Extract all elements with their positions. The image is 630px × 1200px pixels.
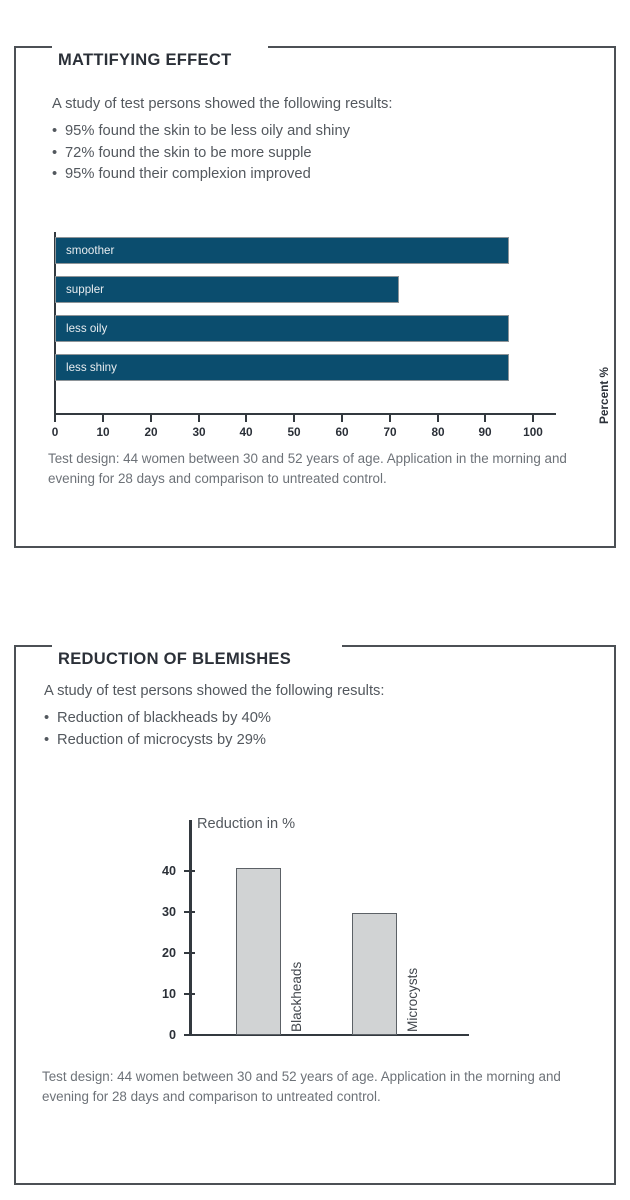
chart-mattifying-effect <box>40 232 611 439</box>
panel-footnote: Test design: 44 women between 30 and 52 years of age. Application in the morning and evening for 28 days and comparison to untreated control. <box>48 451 567 486</box>
chart1-x-tick <box>389 413 391 422</box>
chart1-x-tick <box>102 413 104 422</box>
chart2-column-label: Microcysts <box>405 967 420 1032</box>
chart2-y-axis <box>189 820 192 1036</box>
list-item <box>52 143 350 165</box>
chart1-bar-row <box>55 315 557 342</box>
page-title: REDUCTION OF BLEMISHES <box>58 649 292 668</box>
chart2-axis-title: Reduction in % <box>197 816 296 832</box>
panel-reduction-of-blemishes <box>14 645 616 1185</box>
panel-bullet-list <box>44 708 271 751</box>
chart1-x-tick <box>532 413 534 422</box>
chart1-bar-label: smoother <box>66 244 115 257</box>
chart2-y-tick <box>184 911 195 913</box>
list-item <box>44 708 271 730</box>
bullet-dot-icon: • <box>44 710 50 726</box>
chart2-y-tick <box>184 1034 195 1036</box>
page-title: MATTIFYING EFFECT <box>58 50 232 69</box>
chart1-x-tick-label: 80 <box>431 425 445 439</box>
chart1-x-tick <box>484 413 486 422</box>
chart1-bar-label: less oily <box>66 322 108 335</box>
list-item-label: Reduction of blackheads by 40% <box>57 710 271 726</box>
chart2-y-tick <box>184 870 195 872</box>
chart2-column-label: Blackheads <box>289 961 304 1032</box>
chart1-x-tick-label: 60 <box>335 425 349 439</box>
chart2-y-tick-label: 10 <box>161 987 176 1001</box>
chart1-x-tick <box>198 413 200 422</box>
list-item <box>44 730 271 752</box>
chart-reduction-of-blemishes <box>134 810 474 1040</box>
chart1-x-axis <box>54 413 556 415</box>
chart1-bar-label: less shiny <box>66 361 117 374</box>
chart1-bar-label: suppler <box>66 283 105 296</box>
chart1-x-tick <box>341 413 343 422</box>
chart1-x-tick-label: 100 <box>523 425 543 439</box>
chart2-y-tick-label: 20 <box>161 946 176 960</box>
chart2-y-tick-label: 40 <box>161 864 176 878</box>
chart2-y-tick-label: 0 <box>168 1028 176 1042</box>
list-item-label: 95% found the skin to be less oily and shiny <box>65 123 350 139</box>
chart1-x-tick-label: 20 <box>144 425 158 439</box>
chart1-x-tick-label: 0 <box>51 425 59 439</box>
list-item <box>52 121 350 143</box>
intro-line: A study of test persons showed the following results: <box>44 683 385 699</box>
chart1-x-tick-label: 50 <box>287 425 301 439</box>
chart1-x-tick <box>437 413 439 422</box>
chart1-axis-title-percent: Percent % <box>597 366 611 424</box>
chart2-x-axis <box>189 1034 469 1036</box>
chart1-x-tick-label: 40 <box>239 425 253 439</box>
bullet-dot-icon: • <box>44 731 50 748</box>
list-item-label: Reduction of microcysts by 29% <box>57 731 266 748</box>
list-item <box>52 164 350 186</box>
chart1-x-tick-label: 70 <box>383 425 397 439</box>
panel-bullet-list <box>52 121 350 186</box>
chart2-y-tick <box>184 952 195 954</box>
chart1-x-tick <box>150 413 152 422</box>
chart2-column-blackheads <box>236 868 281 1035</box>
panel-intro-text <box>44 681 384 703</box>
chart2-y-tick <box>184 993 195 995</box>
chart1-bar-row <box>55 237 557 264</box>
panel-footnote: Test design: 44 women between 30 and 52 years of age. Application in the morning and evening for 28 days and comparison to untreated control. <box>42 1069 561 1104</box>
list-item-label: 95% found their complexion improved <box>65 166 311 182</box>
bullet-dot-icon: • <box>52 166 58 182</box>
chart1-x-tick-label: 10 <box>96 425 110 439</box>
bullet-dot-icon: • <box>52 144 58 161</box>
chart1-x-tick-label: 30 <box>192 425 206 439</box>
chart2-column-microcysts <box>352 913 397 1035</box>
chart1-x-tick <box>293 413 295 422</box>
chart1-bar-row <box>55 354 557 381</box>
panel-intro-text <box>52 94 392 116</box>
bullet-dot-icon: • <box>52 123 58 139</box>
list-item-label: 72% found the skin to be more supple <box>65 144 312 161</box>
chart2-y-tick-label: 30 <box>161 905 176 919</box>
chart1-bar-row <box>55 276 557 303</box>
chart1-x-tick <box>54 413 56 422</box>
chart1-x-tick-label: 90 <box>478 425 492 439</box>
chart1-x-tick <box>245 413 247 422</box>
panel-mattifying-effect <box>14 46 616 548</box>
intro-line: A study of test persons showed the following results: <box>52 96 393 112</box>
